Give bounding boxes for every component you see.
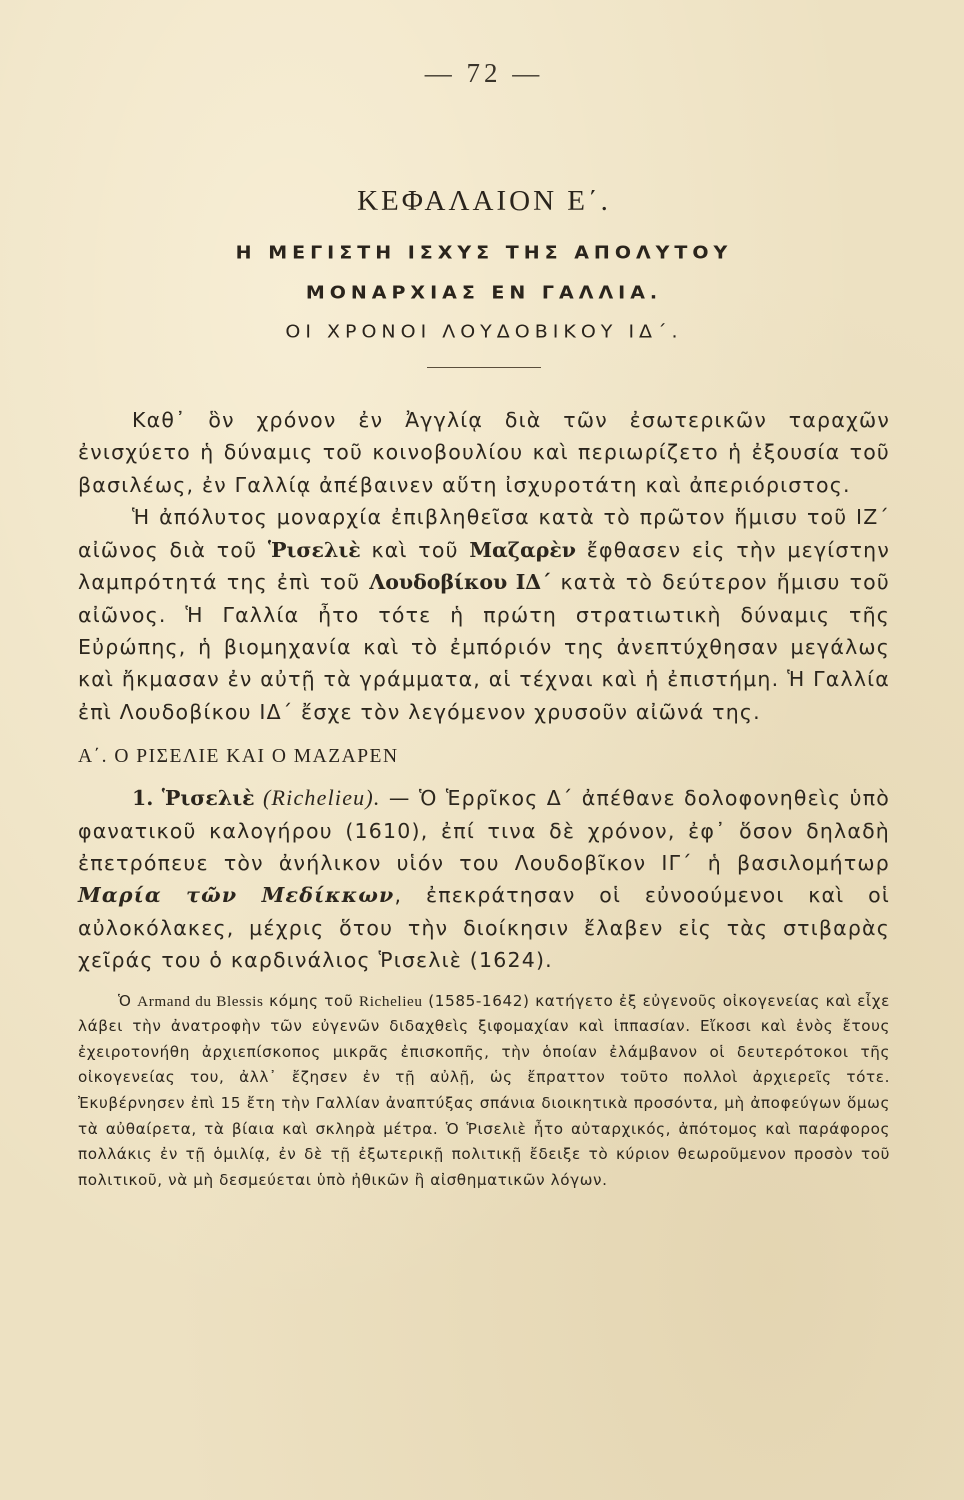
intro-paragraph-1-text: Καθ᾽ ὃν χρόνον ἐν Ἀγγλίᾳ διὰ τῶν ἐσωτερικῶν ταραχῶν ἐνισχύετο ἡ δύναμις τοῦ κοινοβουλίου καὶ περιωρίζετο ἡ ἐξουσία τοῦ βασιλέως, ἐν Γαλλίᾳ ἀπέβαινεν αὕτη ἰσχυροτάτη καὶ ἀπεριόριστος. bbox=[78, 408, 890, 497]
subsection-paragraph bbox=[78, 782, 890, 976]
section-heading: Α΄. Ο ΡΙΣΕΛΙΕ ΚΑΙ Ο ΜΑΖΑΡΕΝ bbox=[78, 746, 399, 768]
footnote-text-b: κόμης τοῦ bbox=[263, 991, 359, 1010]
name-louis-xiv: Λουδοβίκου ΙΔ΄ bbox=[369, 570, 552, 595]
chapter-title-line-1: Η ΜΕΓΙΣΤΗ ΙΣΧΥΣ ΤΗΣ ΑΠΟΛΥΤΟΥ bbox=[235, 242, 733, 264]
name-maria-de-medici: Μαρία τῶν Μεδίκκων bbox=[78, 883, 395, 908]
subsection-name: Ῥισελιὲ bbox=[161, 786, 255, 811]
chapter-title-line-3: ΟΙ ΧΡΟΝΟΙ ΛΟΥΔΟΒΙΚΟΥ ΙΔ΄. bbox=[285, 322, 683, 343]
book-page bbox=[78, 58, 890, 1209]
intro-paragraph-2-text-c: ἔφθασεν εἰς τὴν μεγίστην λαμπρότητά της ἐπὶ τοῦ bbox=[78, 537, 890, 595]
subsection-text-a: — Ὁ Ἑρρῖκος Δ΄ ἀπέθανε δολοφονηθεὶς ὑπὸ φανατικοῦ καλογήρου (1610), ἐπί τινα δὲ χρόνον, ἐφ᾽ ὅσον δηλαδὴ ἐπετρόπευε τὸν ἀνήλικον υἱόν του Λουδοβῖκον ΙΓ΄ ἡ βασιλομήτωρ bbox=[78, 786, 890, 875]
subsection-number: 1. bbox=[132, 786, 154, 811]
chapter-title-line-2: ΜΟΝΑΡΧΙΑΣ ΕΝ ΓΑΛΛΙΑ. bbox=[305, 282, 663, 303]
intro-paragraph-2-text-a: Ἡ ἀπόλυτος μοναρχία ἐπιβληθεῖσα κατὰ τὸ πρῶτον ἥμισυ τοῦ ΙΖ΄ αἰῶνος διὰ τοῦ bbox=[78, 505, 890, 562]
subsection-text-b: , ἐπεκράτησαν οἱ εὐνοούμενοι καὶ οἱ αὐλοκόλακες, μέχρις ὅτου τὴν διοίκησιν ἔλαβεν εἰς τὰς στιβαρὰς χεῖράς του ὁ καρδινάλιος Ῥισελιὲ (1624). bbox=[78, 883, 890, 973]
footnote-paragraph bbox=[78, 989, 890, 1194]
intro-paragraph-2-text-b: καὶ τοῦ bbox=[360, 537, 470, 562]
footnote-name-richelieu: Richelieu bbox=[358, 992, 423, 1010]
name-mazarin: Μαζαρὲν bbox=[469, 537, 577, 562]
footnote-text-a: Ὁ bbox=[118, 991, 138, 1010]
page-number: — 72 — bbox=[424, 58, 544, 88]
intro-paragraph-1 bbox=[78, 404, 890, 501]
chapter-heading: ΚΕΦΑΛΑΙΟΝ Ε΄. bbox=[357, 185, 611, 217]
subsection-latin-name: (Richelieu). bbox=[262, 785, 381, 811]
intro-paragraph-2 bbox=[78, 501, 890, 728]
footnote-name-armand: Armand du Blessis bbox=[137, 992, 264, 1010]
name-richelieu: Ῥισελιὲ bbox=[267, 537, 361, 562]
intro-paragraph-2-text-d: κατὰ τὸ δεύτερον ἥμισυ τοῦ αἰῶνος. Ἡ Γαλλία ἦτο τότε ἡ πρώτη στρατιωτικὴ δύναμις τῆς Εὐρώπης, ἡ βιομηχανία καὶ τὸ ἐμπόριόν της ἀνεπτύχθησαν μεγάλως καὶ ἤκμασαν ἐν αὐτῇ τὰ γράμματα, αἱ τέχναι καὶ ἡ ἐπιστήμη. Ἡ Γαλλία ἐπὶ Λουδοβίκου ΙΔ΄ ἔσχε τὸν λεγόμενον χρυσοῦν αἰῶνά της. bbox=[78, 570, 890, 724]
footnote-text-c: (1585-1642) κατήγετο ἐξ εὐγενοῦς οἰκογενείας καὶ εἶχε λάβει τὴν ἀνατροφὴν τῶν εὐγενῶν διδαχθεὶς ξιφομαχίαν καὶ ἱππασίαν. Εἴκοσι καὶ ἑνὸς ἔτους ἐχειροτονήθη ἀρχιεπίσκοπος μικρᾶς ἐπισκοπῆς, τὴν ὁποίαν ἐλάμβανον οἱ δευτερότοκοι τῆς οἰκογενείας του, ἀλλ᾽ ἔζησεν ἐν τῇ αὐλῇ, ὡς ἔπραττον τοῦτο πολλοὶ ἀρχιερεῖς τότε. Ἐκυβέρνησεν ἐπὶ 15 ἔτη τὴν Γαλλίαν ἀναπτύξας σπάνια διοικητικὰ προσόντα, μὴ ἀποφεύγων ὅμως τὰ αὐθαίρετα, τὰ βίαια καὶ σκληρὰ μέτρα. Ὁ Ῥισελιὲ ἦτο αὐταρχικός, ἀπότομος καὶ παράφορος πολλάκις ἐν τῇ ὁμιλίᾳ, ἐν δὲ τῇ ἐξωτερικῇ πολιτικῇ ἔδειξε τὸ κύριον θεωροῦμενον προσὸν τοῦ πολιτικοῦ, νὰ μὴ δεσμεύεται ὑπὸ ἠθικῶν ἢ αἰσθηματικῶν λόγων. bbox=[78, 991, 890, 1189]
divider-rule bbox=[427, 367, 541, 368]
